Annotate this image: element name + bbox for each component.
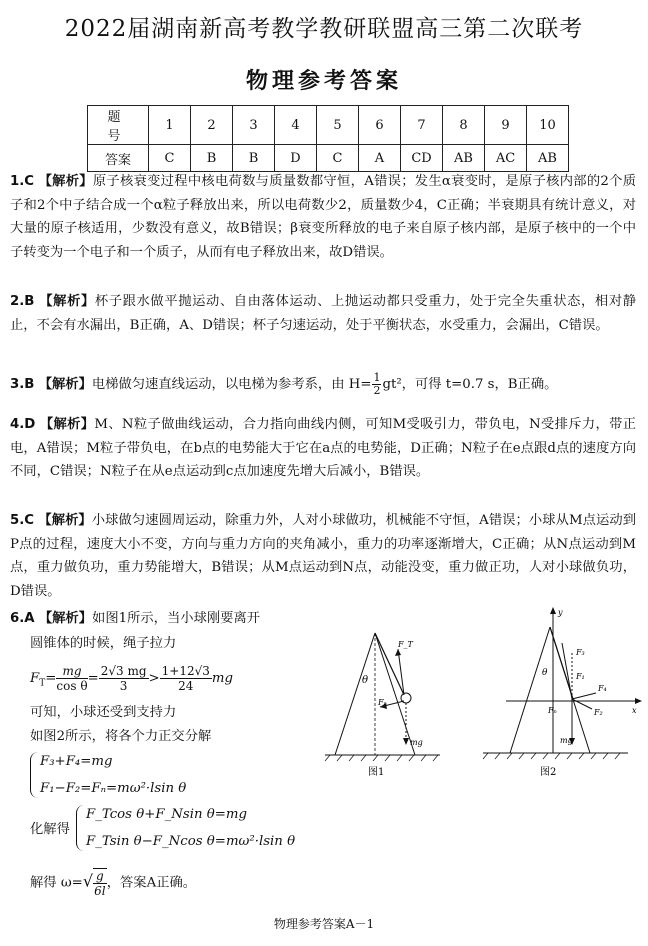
fig2-mg-label: mg: [560, 736, 573, 745]
question-text-b: gt²，可得 t=0.7 s，B正确。: [382, 377, 558, 392]
fig2-f3-label: F₃: [576, 648, 585, 657]
fig2-fn-label: Fₙ: [548, 706, 557, 715]
fig1-theta-label: θ: [362, 675, 369, 686]
exam-title: 2022届湖南新高考教学教研联盟高三第二次联考: [64, 16, 584, 42]
table-cell-number: 1: [149, 106, 191, 145]
fig1-ft-label: F_T: [398, 640, 413, 649]
system-2-eq-2: F_Tsin θ−F_Ncos θ=mω²·lsin θ: [86, 834, 296, 849]
table-cell-answer: B: [233, 145, 275, 172]
fig2-x-label: x: [632, 706, 637, 715]
table-header-question: 题 号: [88, 106, 149, 145]
cone-left-edge: [335, 633, 375, 755]
fraction-denominator: 24: [178, 679, 194, 693]
question-text: 杯子跟水做平抛运动、自由落体运动、上抛运动都只受重力，处于完全失重状态，相对静止，不会有水漏出，B正确，A、D错误；杯子匀速运动，处于平衡状态，水受重力，会漏出，C错误。: [10, 294, 637, 333]
question-6-line-4: 如图2所示，将各个力正交分解: [30, 729, 212, 744]
fig2-f4-label: F₄: [598, 684, 607, 693]
ground-hatching: [483, 753, 620, 759]
result-text-b: ，答案A正确。: [106, 875, 197, 891]
fig1-caption: 图1: [368, 767, 385, 778]
table-cell-answer: AB: [443, 145, 485, 172]
table-cell-answer: D: [275, 145, 317, 172]
table-cell-number: 6: [359, 106, 401, 145]
fraction-denominator: 2: [373, 384, 381, 397]
system-1-eq-2: F₁−F₂=Fₙ=mω²·lsin θ: [40, 781, 187, 796]
table-cell-number: 9: [485, 106, 527, 145]
analysis-tag: 【解析】: [38, 377, 92, 392]
figure-1: [320, 625, 445, 785]
fig2-f2-label: F₂: [594, 708, 603, 717]
fig2-theta-label: θ: [542, 668, 548, 678]
table-header-answer: 答案: [88, 145, 149, 172]
question-2: [10, 290, 636, 337]
fraction-denominator: 3: [119, 679, 128, 693]
table-cell-number: 3: [233, 106, 275, 145]
ft-tail: mg: [211, 671, 234, 686]
sqrt-fraction: [93, 868, 107, 898]
fig1-mg-label: mg: [410, 738, 423, 747]
fig1-fn-label: Fₙ: [378, 698, 387, 707]
fraction-denominator: cos θ: [56, 679, 88, 693]
question-number: 4.D: [10, 417, 36, 432]
table-cell-answer: C: [149, 145, 191, 172]
question-text: M、N粒子做曲线运动，合力指向曲线内侧，可知M受吸引力，带负电，N受排斥力，带正电，A错误；M粒子带负电，在b点的电势能大于它在a点的电势能，D正确；N粒子在e点跟d点的速度方向不同，C错误；N粒子在从e点运动到c点加速度先增大后减小，B错误。: [10, 417, 636, 479]
question-number: 5.C: [10, 513, 35, 528]
fig2-y-label: y: [558, 608, 563, 617]
analysis-tag: 【解析】: [39, 294, 95, 309]
table-cell-answer: A: [359, 145, 401, 172]
table-cell-number: 8: [443, 106, 485, 145]
system-2-eq-1: F_Tcos θ+F_Nsin θ=mg: [86, 807, 248, 822]
cone-left-edge: [510, 627, 550, 753]
analysis-tag: 【解析】: [38, 513, 92, 528]
fraction-numerator: 2√3 mg: [100, 664, 147, 678]
fraction: [160, 664, 212, 693]
table-cell-answer: B: [191, 145, 233, 172]
question-6-line-1: [10, 609, 260, 629]
fraction-numerator: g: [93, 869, 107, 884]
simplify-label: 化解得: [30, 822, 70, 837]
table-cell-answer: C: [317, 145, 359, 172]
ft-subscript: T: [39, 678, 46, 689]
answer-table: [87, 105, 569, 172]
f4-arrow: [572, 693, 596, 699]
table-cell-number: 4: [275, 106, 317, 145]
question-number: 2.B: [10, 294, 35, 309]
system-1-eq-1: F₃+F₄=mg: [40, 754, 113, 769]
question-number: 3.B: [10, 377, 35, 392]
question-6-line-2: 圆锥体的时候，绳子拉力: [30, 636, 177, 651]
fraction-numerator: 1: [373, 371, 381, 384]
page-subtitle: 物理参考答案: [245, 68, 402, 94]
fig2-f1-label: F₁: [576, 672, 585, 681]
analysis-tag: 【解析】: [38, 611, 93, 626]
analysis-tag: 【解析】: [39, 417, 95, 432]
ft-arrow-head: [395, 649, 401, 656]
fraction-denominator: 6l: [94, 884, 106, 898]
question-3: [10, 372, 636, 397]
table-cell-answer: AB: [527, 145, 569, 172]
ground-hatching: [325, 755, 438, 761]
analysis-tag: 【解析】: [38, 174, 93, 189]
question-text: 小球做匀速圆周运动，除重力外，人对小球做功，机械能不守恒，A错误；小球从M点运动到P点的过程，速度大小不变，方向与重力方向的夹角减小，重力的功率逐渐增大，C正确；从N点运动到M点，重力做负功，重力势能增大，B错误；从M点运动到N点，动能没变，重力做正功，人对小球做负功，D错误。: [10, 513, 637, 599]
table-cell-answer: AC: [485, 145, 527, 172]
question-5: [10, 509, 636, 603]
ft-symbol: F: [30, 671, 40, 686]
table-cell-number: 5: [317, 106, 359, 145]
fraction: [99, 664, 149, 693]
fraction-numerator: mg: [56, 664, 87, 679]
question-text-a: 电梯做匀速直线运动，以电梯为参考系，由 H=: [91, 377, 372, 392]
result-text-a: 解得 ω=: [30, 875, 83, 891]
x-axis-arrow: [635, 698, 642, 704]
fraction-numerator: 1+12√3: [161, 664, 210, 678]
result-line: [30, 868, 196, 898]
y-axis-arrow: [550, 607, 556, 614]
table-cell-number: 7: [401, 106, 443, 145]
figure-2: [478, 603, 643, 783]
question-text: 如图1所示，当小球刚要离开: [92, 611, 261, 626]
fraction: [372, 372, 381, 397]
question-1: [10, 170, 636, 264]
sqrt-sign: √: [82, 871, 94, 891]
fraction: [56, 664, 87, 693]
question-4: [10, 413, 636, 484]
question-text: 原子核衰变过程中核电荷数与质量数都守恒，A错误；发生α衰变时，是原子核内部的2个质子和2个中子结合成一个α粒子释放出来，所以电荷数少2，质量数少4，C正确；半衰期具有统计意义，对大量的原子核适用，少数没有意义，故B错误；β衰变所释放的电子来自原子核内部，是原子核中的一个中子转变为一个电子和一个质子，从而有电子释放出来，故D错误。: [10, 174, 636, 260]
table-cell-answer: CD: [401, 145, 443, 172]
answer-table-answer-row: [88, 145, 569, 172]
table-cell-number: 10: [527, 106, 569, 145]
page-footer: 物理参考答案A－1: [273, 917, 375, 931]
question-6-line-3: 可知，小球还受到支持力: [30, 705, 177, 720]
fig2-caption: 图2: [540, 767, 557, 778]
mg-arrow-head: [403, 738, 409, 745]
ft-equation: $F_T=$ $\frac{mg}{\text{cos θ}}$ = $\frac{2√3 mg}{3}$ > $\frac{1+12√3}{24}$ mg: [30, 664, 234, 693]
question-number: 6.A: [10, 611, 35, 626]
answer-table-number-row: [88, 106, 569, 145]
question-number: 1.C: [10, 174, 35, 189]
table-cell-number: 2: [191, 106, 233, 145]
